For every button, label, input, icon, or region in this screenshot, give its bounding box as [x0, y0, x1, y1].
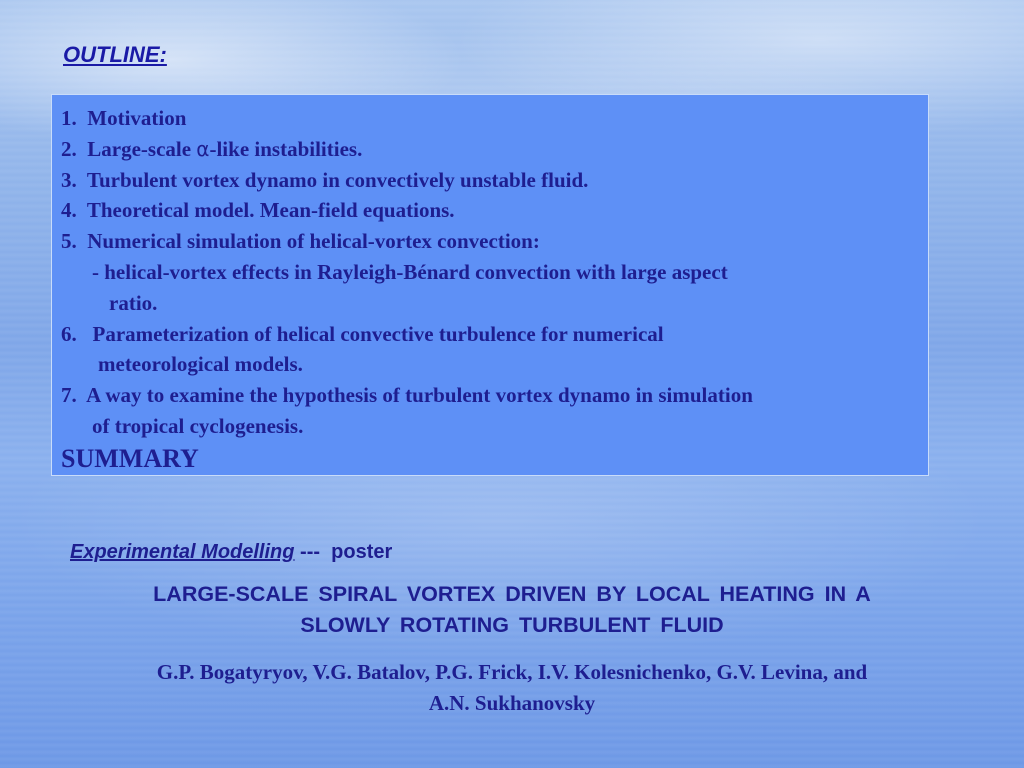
poster-authors-line-1: G.P. Bogatyryov, V.G. Batalov, P.G. Frick, I.V. Kolesnichenko, G.V. Levina, and: [156, 660, 868, 684]
poster-title-line-1: LARGE-SCALE SPIRAL VORTEX DRIVEN BY LOCAL HEATING IN A: [153, 582, 871, 606]
outline-item-2: [61, 134, 918, 165]
outline-item-number: 5.: [61, 229, 77, 254]
outline-item-text: Large-scale: [87, 136, 197, 161]
poster-title-line-2: SLOWLY ROTATING TURBULENT FLUID: [300, 613, 724, 637]
experimental-modelling-link[interactable]: Experimental Modelling: [70, 541, 295, 563]
outline-item-text: Turbulent vortex dynamo in convectively unstable fluid.: [86, 167, 589, 192]
outline-item-text: Motivation: [87, 106, 187, 130]
outline-item-7-continuation: of tropical cyclogenesis.: [92, 413, 304, 438]
outline-item-6-continuation: meteorological models.: [98, 352, 303, 377]
poster-authors-line-2: A.N. Sukhanovsky: [428, 691, 596, 715]
outline-item-text-after: -like instabilities.: [209, 136, 363, 161]
poster-separator: ---: [294, 541, 332, 563]
outline-item-text: Theoretical model. Mean-field equations.: [86, 198, 455, 223]
outline-list: [51, 94, 929, 476]
poster-kind: poster: [331, 541, 393, 563]
outline-item-1: [61, 103, 918, 134]
outline-item-4: [61, 195, 918, 226]
outline-subitem: - helical-vortex effects in Rayleigh-Bénard convection with large aspect: [92, 259, 728, 284]
alpha-symbol: α: [196, 136, 210, 161]
outline-subitem-continuation: ratio.: [109, 290, 158, 315]
outline-item-6: [61, 319, 918, 350]
outline-item-number: 2.: [61, 136, 77, 161]
outline-item-number: 4.: [61, 198, 77, 223]
outline-heading: OUTLINE:: [63, 42, 167, 67]
outline-item-3: [61, 165, 918, 196]
outline-item-text: Parameterization of helical convective turbulence for numerical: [92, 321, 664, 346]
summary-label: SUMMARY: [61, 443, 199, 473]
outline-item-number: 6.: [61, 321, 77, 346]
outline-item-text: A way to examine the hypothesis of turbulent vortex dynamo in simulation: [86, 383, 753, 408]
outline-item-number: 7.: [61, 383, 77, 408]
poster-authors: [20, 657, 1004, 719]
poster-line: [70, 541, 392, 564]
outline-item-number: 3.: [61, 167, 77, 192]
outline-item-7: [61, 380, 918, 411]
outline-item-text: Numerical simulation of helical-vortex convection:: [87, 229, 540, 254]
outline-item-number: 1.: [61, 106, 77, 130]
poster-title: [40, 579, 984, 641]
outline-item-5: [61, 226, 918, 257]
